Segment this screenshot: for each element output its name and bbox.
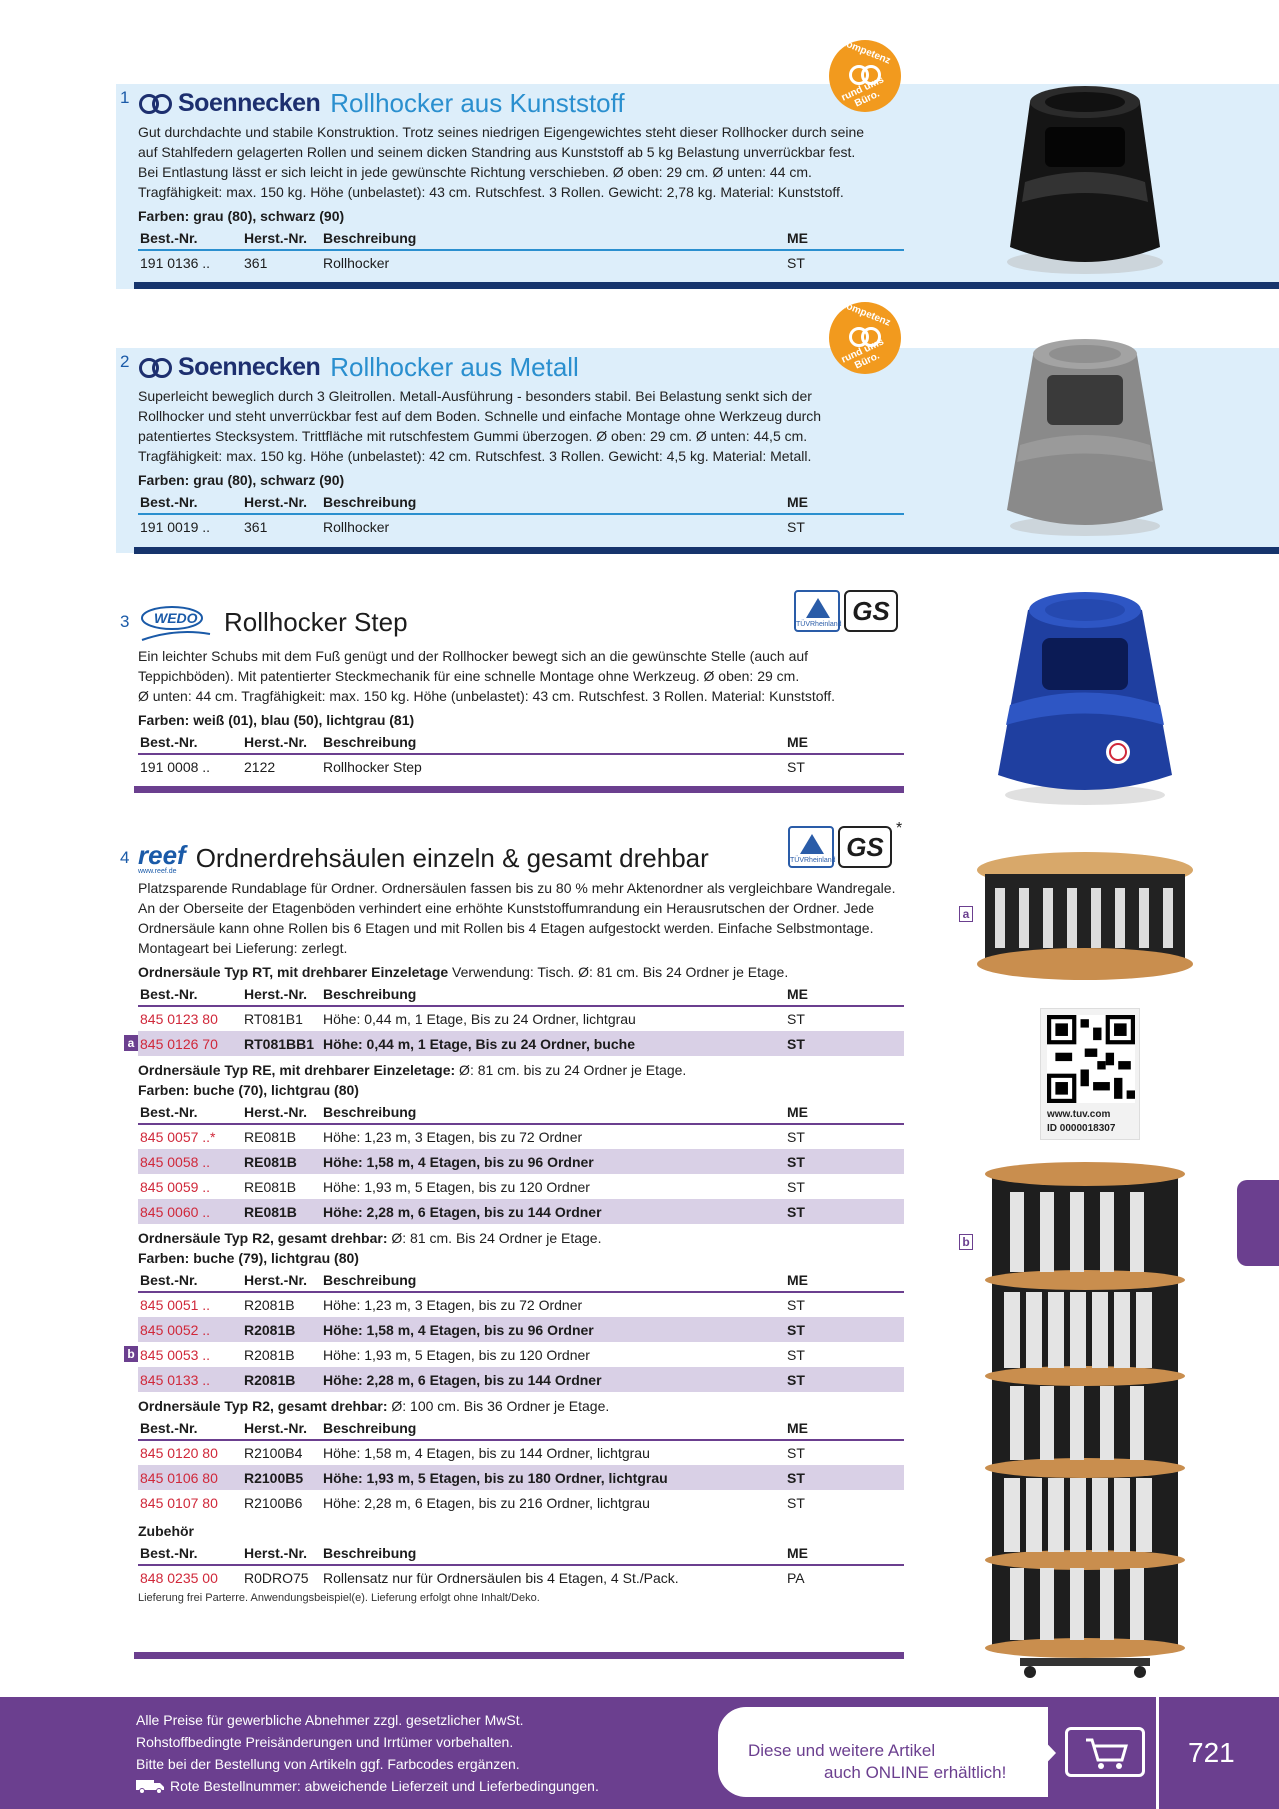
section-bar [134, 282, 1279, 289]
kompetenz-badge: Kompetenz rund ums Büro. [829, 302, 901, 374]
shopping-cart-icon[interactable] [1065, 1727, 1145, 1777]
online-shop-link[interactable]: Diese und weitere Artikel auch ONLINE erhältlich! [718, 1707, 1048, 1797]
product-description: Platzsparende Rundablage für Ordner. Ordnersäulen fassen bis zu 80 % mehr Aktenordner als vergleichbare Wandregale. An der Oberseite der Etagenböden verhindert eine erhöhte Kunststoffumrandung ein Herausrutschen der Ordner. Jede Ordnersäule kann ohne Rollen bis 6 Etagen und mit Rollen bis 4 Etagen aufgestockt werden. Einfache Selbstmontage. Montageart bei Lieferung: zerlegt. [138, 880, 896, 956]
table-row[interactable]: b 845 0053 .. R2081B Höhe: 1,93 m, 5 Etagen, bis zu 120 Ordner ST [138, 1342, 904, 1367]
group-colors: Farben: buche (79), lichtgrau (80) [138, 1250, 359, 1266]
table-row[interactable]: 845 0057 ..* RE081B Höhe: 1,23 m, 3 Etagen, bis zu 72 Ordner ST [140, 1129, 805, 1145]
gs-icon: GS [844, 590, 898, 632]
order-table [127, 982, 904, 1056]
product-number: 1 [120, 88, 130, 107]
product-number: 4 [120, 848, 130, 867]
order-table [127, 1268, 904, 1392]
col-header-best-nr: Best.-Nr. [138, 730, 242, 754]
delivery-truck-icon [136, 1778, 166, 1794]
table-row[interactable]: 845 0107 80 R2100B6 Höhe: 2,28 m, 6 Etagen, bis zu 216 Ordner, lichtgrau ST [140, 1494, 805, 1511]
qr-code-icon [1047, 1015, 1135, 1103]
col-header-beschreibung: Beschreibung [321, 1541, 785, 1565]
order-table [138, 1100, 904, 1224]
tuv-icon: TÜVRheinland [794, 590, 840, 632]
col-header-beschreibung: Beschreibung [321, 1100, 785, 1124]
product-title-row [138, 350, 904, 384]
image-label-a: a [959, 906, 973, 922]
table-rotary-column-image [975, 848, 1195, 988]
col-header-herst-nr: Herst.-Nr. [242, 226, 321, 250]
table-row[interactable]: 845 0123 80 RT081B1 Höhe: 0,44 m, 1 Etage, Bis zu 24 Ordner, lichtgrau ST [140, 1011, 805, 1027]
table-row[interactable]: 845 0052 .. R2081B Höhe: 1,58 m, 4 Etagen, bis zu 96 Ordner ST [138, 1317, 904, 1342]
product-colors: Farben: weiß (01), blau (50), lichtgrau (81) [138, 712, 415, 728]
product-3 [120, 600, 904, 779]
col-header-me: ME [785, 1416, 904, 1440]
table-row[interactable]: 845 0133 .. R2081B Höhe: 2,28 m, 6 Etagen, bis zu 144 Ordner ST [138, 1367, 904, 1392]
product-1 [120, 86, 904, 275]
table-row[interactable]: a 845 0126 70 RT081BB1 Höhe: 0,44 m, 1 Etage, Bis zu 24 Ordner, buche ST [138, 1031, 904, 1056]
product-2 [120, 350, 904, 539]
tuv-qr-code: www.tuv.com ID 0000018307 [1040, 1008, 1140, 1140]
row-label-b: b [124, 1346, 138, 1362]
row-label-a: a [124, 1035, 138, 1051]
col-header-best-nr: Best.-Nr. [138, 490, 242, 514]
group-heading: Ordnersäule Typ R2, gesamt drehbar: Ø: 100 cm. Bis 36 Ordner je Etage. [138, 1398, 610, 1414]
tuv-icon: TÜVRheinland [788, 826, 834, 868]
product-number: 2 [120, 352, 130, 371]
product-number: 3 [120, 612, 130, 631]
table-row[interactable]: 845 0120 80 R2100B4 Höhe: 1,58 m, 4 Etagen, bis zu 144 Ordner, lichtgrau ST [140, 1445, 805, 1461]
certification-logos [788, 826, 892, 868]
col-header-me: ME [785, 1100, 904, 1124]
order-table [138, 730, 904, 779]
col-header-beschreibung: Beschreibung [321, 1416, 785, 1440]
col-header-best-nr: Best.-Nr. [138, 1541, 242, 1565]
col-header-herst-nr: Herst.-Nr. [242, 1541, 321, 1565]
product-colors: Farben: grau (80), schwarz (90) [138, 472, 345, 488]
col-header-best-nr: Best.-Nr. [138, 226, 242, 250]
product-title: Ordnerdrehsäulen einzeln & gesamt drehbar [195, 842, 709, 873]
table-row[interactable]: 845 0059 .. RE081B Höhe: 1,93 m, 5 Etagen, bis zu 120 Ordner ST [140, 1178, 805, 1195]
col-header-best-nr: Best.-Nr. [138, 1416, 242, 1440]
delivery-note: Lieferung frei Parterre. Anwendungsbeispiel(e). Lieferung erfolgt ohne Inhalt/Deko. [138, 1592, 540, 1604]
product-description: Gut durchdachte und stabile Konstruktion. Trotz seines niedrigen Eigengewichtes steht dieser Rollhocker durch seine auf Stahlfedern gelagerten Rollen und seinem dicken Standring aus Kunststoff ab 5 kg Belastung unverrückbar fest. Bei Entlastung lässt er sich leicht in jede gewünschte Richtung verschieben. Ø oben: 29 cm. Ø unten: 44 cm. Tragfähigkeit: max. 150 kg. Höhe (unbelastet): 43 cm. Rutschfest. 3 Rollen. Gewicht: 2,78 kg. Material: Kunststoff. [138, 124, 865, 200]
product-4 [120, 839, 904, 1606]
table-row[interactable]: 845 0106 80 R2100B5 Höhe: 1,93 m, 5 Etagen, bis zu 180 Ordner, lichtgrau ST [138, 1465, 904, 1490]
chapter-tab[interactable] [1237, 1180, 1279, 1266]
col-header-beschreibung: Beschreibung [321, 1268, 785, 1292]
table-row[interactable]: 845 0051 .. R2081B Höhe: 1,23 m, 3 Etagen, bis zu 72 Ordner ST [140, 1297, 805, 1313]
footer-notes: Alle Preise für gewerbliche Abnehmer zzgl. gesetzlicher MwSt. Rohstoffbedingte Preisänderungen und Irrtümer vorbehalten. Bitte bei der Bestellung von Artikeln ggf. Farbcodes ergänzen. Rote Bestellnummer: abweichende Lieferzeit und Lieferbedingungen. [136, 1712, 599, 1794]
col-header-best-nr: Best.-Nr. [138, 982, 242, 1006]
wedo-logo [138, 600, 214, 644]
group-colors: Farben: buche (70), lichtgrau (80) [138, 1082, 359, 1098]
col-header-best-nr: Best.-Nr. [138, 1100, 242, 1124]
product-description: Superleicht beweglich durch 3 Gleitrollen. Metall-Ausführung - besonders stabil. Bei Belastung senkt sich der Rollhocker und steht unverrückbar fest auf dem Boden. Schnelle und einfache Montage ohne Werkzeug durch patentiertes Stecksystem. Trittfläche mit rutschfestem Gummi überzogen. Ø oben: 29 cm. Ø unten: 44,5 cm. Tragfähigkeit: max. 150 kg. Höhe (unbelastet): 42 cm. Rutschfest. 3 Rollen. Gewicht: 4,5 kg. Material: Metall. [138, 388, 822, 464]
section-bar [134, 547, 1279, 554]
table-row[interactable]: 848 0235 00 R0DRO75 Rollensatz nur für Ordnersäulen bis 4 Etagen, 4 St./Pack. PA [140, 1570, 805, 1586]
product-colors: Farben: grau (80), schwarz (90) [138, 208, 345, 224]
col-header-best-nr: Best.-Nr. [138, 1268, 242, 1292]
col-header-herst-nr: Herst.-Nr. [242, 490, 321, 514]
footer [0, 1697, 1279, 1809]
group-heading: Ordnersäule Typ RE, mit drehbarer Einzeletage: Ø: 81 cm. bis zu 24 Ordner je Etage. [138, 1062, 687, 1078]
order-table [138, 226, 904, 275]
group-heading: Ordnersäule Typ R2, gesamt drehbar: Ø: 81 cm. Bis 24 Ordner je Etage. [138, 1230, 602, 1246]
col-header-herst-nr: Herst.-Nr. [242, 730, 321, 754]
section-bar [134, 1652, 904, 1659]
table-row[interactable]: 191 0019 .. 361 Rollhocker ST [140, 519, 805, 535]
order-table [138, 1541, 904, 1590]
col-header-me: ME [785, 982, 904, 1006]
col-header-beschreibung: Beschreibung [321, 982, 785, 1006]
col-header-herst-nr: Herst.-Nr. [242, 982, 321, 1006]
col-header-me: ME [785, 490, 904, 514]
arrow-right-icon [1016, 1711, 1056, 1795]
kompetenz-badge: Kompetenz rund ums Büro. [829, 40, 901, 112]
certification-logos [794, 590, 898, 632]
grey-metal-stool-image [995, 330, 1175, 540]
col-header-herst-nr: Herst.-Nr. [242, 1416, 321, 1440]
col-header-me: ME [785, 1541, 904, 1565]
section-bar [134, 786, 904, 793]
svg-text:WEDO: WEDO [154, 610, 198, 626]
col-header-me: ME [785, 226, 904, 250]
black-step-stool-image [990, 72, 1180, 282]
reef-logo: reef www.reef.de [138, 839, 186, 875]
accessories-heading: Zubehör [138, 1523, 194, 1539]
order-table [138, 1416, 904, 1515]
gs-icon: GS [838, 826, 892, 868]
rings-icon [138, 356, 176, 378]
col-header-beschreibung: Beschreibung [321, 226, 785, 250]
rings-icon [138, 92, 176, 114]
table-row[interactable]: 191 0008 .. 2122 Rollhocker Step ST [140, 759, 805, 775]
image-label-b: b [959, 1234, 973, 1250]
col-header-beschreibung: Beschreibung [321, 490, 785, 514]
footer-divider [1156, 1697, 1159, 1809]
product-description: Ein leichter Schubs mit dem Fuß genügt und der Rollhocker bewegt sich an die gewünschte Stelle (auch auf Teppichböden). Mit patentierter Steckmechanik für eine schnelle Montage ohne Werkzeug. Ø oben: 29 cm. Ø unten: 44 cm. Tragfähigkeit: max. 150 kg. Höhe (unbelastet): 43 cm. Rutschfest. 3 Rollen. Material: Kunststoff. [138, 648, 835, 704]
product-title: Rollhocker Step [224, 606, 408, 637]
product-title-row [138, 600, 904, 644]
table-row[interactable]: 845 0060 .. RE081B Höhe: 2,28 m, 6 Etagen, bis zu 144 Ordner ST [138, 1199, 904, 1224]
page-number: 721 [1188, 1737, 1235, 1768]
col-header-me: ME [785, 1268, 904, 1292]
product-title: Rollhocker aus Metall [330, 351, 579, 382]
col-header-herst-nr: Herst.-Nr. [242, 1268, 321, 1292]
blue-step-stool-image [990, 580, 1180, 810]
asterisk: * [896, 820, 903, 837]
table-row[interactable]: 845 0058 .. RE081B Höhe: 1,58 m, 4 Etagen, bis zu 96 Ordner ST [138, 1149, 904, 1174]
table-row[interactable]: 191 0136 .. 361 Rollhocker ST [140, 255, 805, 271]
product-title-row [138, 86, 904, 120]
rotary-column-tower-image [980, 1162, 1190, 1682]
order-table [138, 490, 904, 539]
soennecken-logo: Soennecken [138, 353, 320, 382]
group-heading: Ordnersäule Typ RT, mit drehbarer Einzeletage Verwendung: Tisch. Ø: 81 cm. Bis 24 Ordner je Etage. [138, 964, 789, 980]
product-title: Rollhocker aus Kunststoff [330, 87, 625, 118]
col-header-herst-nr: Herst.-Nr. [242, 1100, 321, 1124]
col-header-beschreibung: Beschreibung [321, 730, 785, 754]
soennecken-logo: Soennecken [138, 89, 320, 118]
col-header-me: ME [785, 730, 904, 754]
